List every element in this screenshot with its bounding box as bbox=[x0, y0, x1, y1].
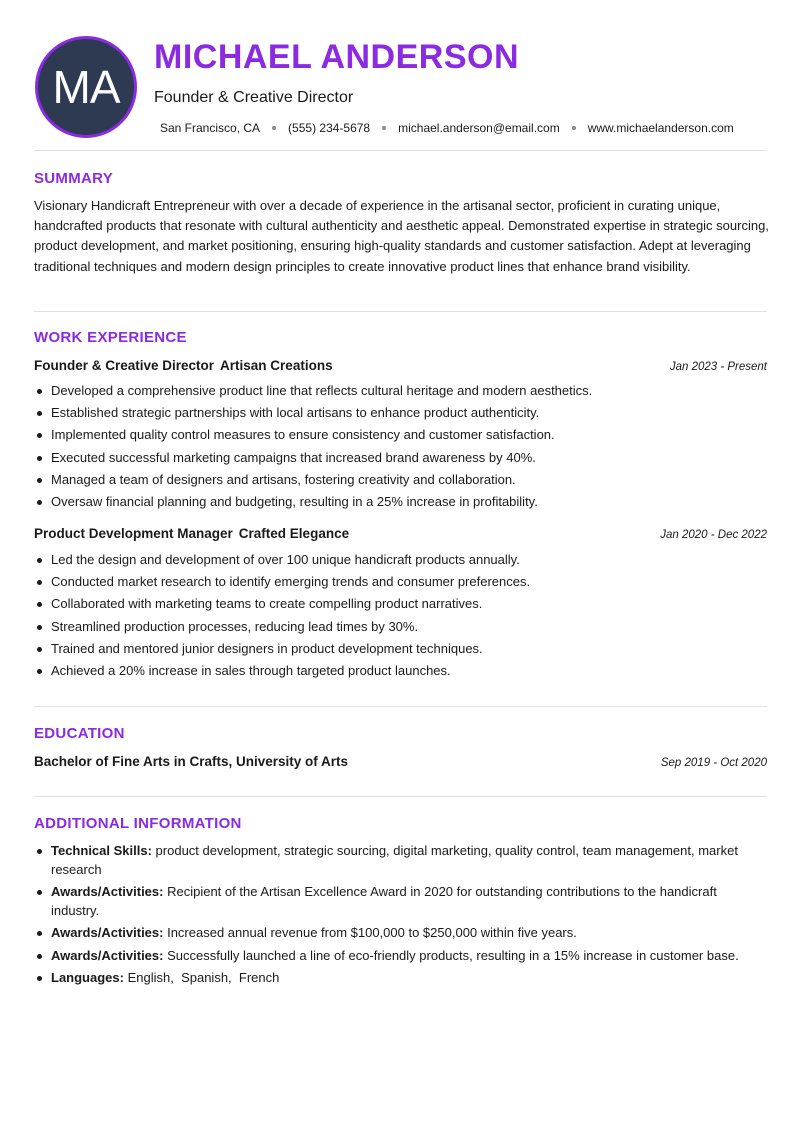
avatar-initials: MA bbox=[52, 61, 120, 113]
contact-line bbox=[160, 121, 734, 135]
list-item: Collaborated with marketing teams to create compelling product narratives. bbox=[34, 593, 767, 615]
list-item: Executed successful marketing campaigns that increased brand awareness by 40%. bbox=[34, 447, 767, 469]
education-date: Sep 2019 - Oct 2020 bbox=[660, 757, 767, 769]
job-header bbox=[34, 358, 767, 373]
list-item: Achieved a 20% increase in sales through targeted product launches. bbox=[34, 660, 767, 682]
job-role: Founder & Creative Director bbox=[34, 358, 215, 373]
job-title-company bbox=[34, 358, 333, 373]
contact-email[interactable]: michael.anderson@email.com bbox=[398, 121, 560, 135]
contact-location: San Francisco, CA bbox=[160, 121, 261, 135]
job-header bbox=[34, 526, 767, 541]
info-value: English, Spanish, French bbox=[127, 970, 280, 985]
list-item bbox=[34, 924, 767, 943]
contact-website[interactable]: www.michaelanderson.com bbox=[587, 121, 734, 135]
section-divider bbox=[34, 150, 767, 151]
separator-dot bbox=[272, 126, 276, 130]
list-item: Trained and mentored junior designers in product development techniques. bbox=[34, 638, 767, 660]
job-bullets bbox=[34, 380, 767, 513]
education-entry bbox=[34, 754, 767, 769]
job-title-company bbox=[34, 526, 349, 541]
list-item: Developed a comprehensive product line that reflects cultural heritage and modern aesthetics. bbox=[34, 380, 767, 402]
experience-heading: WORK EXPERIENCE bbox=[34, 329, 187, 346]
section-divider bbox=[34, 796, 767, 797]
job-bullets bbox=[34, 549, 767, 682]
list-item: Managed a team of designers and artisans, fostering creativity and collaboration. bbox=[34, 469, 767, 491]
list-item bbox=[34, 969, 767, 988]
additional-heading: ADDITIONAL INFORMATION bbox=[34, 815, 242, 832]
candidate-name: MICHAEL ANDERSON bbox=[154, 38, 520, 76]
info-key: Technical Skills: bbox=[51, 843, 152, 858]
list-item bbox=[34, 883, 767, 920]
job-company: Crafted Elegance bbox=[238, 526, 350, 541]
additional-list bbox=[34, 842, 767, 992]
list-item: Established strategic partnerships with local artisans to enhance product authenticity. bbox=[34, 402, 767, 424]
separator-dot bbox=[572, 126, 576, 130]
info-key: Awards/Activities: bbox=[51, 947, 164, 963]
info-value: Increased annual revenue from $100,000 to $250,000 within five years. bbox=[167, 925, 577, 940]
info-value: product development, strategic sourcing, digital marketing, quality control, team management, market research bbox=[51, 843, 738, 877]
info-value: Successfully launched a line of eco-friendly products, resulting in a 15% increase in customer base. bbox=[167, 947, 739, 963]
list-item: Led the design and development of over 100 unique handicraft products annually. bbox=[34, 549, 767, 571]
job-date: Jan 2023 - Present bbox=[669, 361, 767, 373]
section-divider bbox=[34, 311, 767, 312]
summary-heading: SUMMARY bbox=[34, 170, 114, 187]
summary-text: Visionary Handicraft Entrepreneur with over a decade of experience in the artisanal sector, proficient in curating unique, handcrafted products that resonate with cultural authenticity and aesthetic appeal. Demonstrated expertise in strategic sourcing, product development, and market positioning, ensuring high-quality standards and customer satisfaction. Adept at leveraging traditional techniques and modern design principles to create innovative product lines that enhance brand visibility. bbox=[34, 198, 769, 274]
job-company: Artisan Creations bbox=[220, 358, 333, 373]
info-key: Languages: bbox=[51, 970, 124, 985]
education-heading: EDUCATION bbox=[34, 725, 125, 742]
info-value: Recipient of the Artisan Excellence Award in 2020 for outstanding contributions to the handicraft industry. bbox=[51, 884, 717, 918]
list-item: Oversaw financial planning and budgeting, resulting in a 25% increase in profitability. bbox=[34, 491, 767, 513]
education-degree: Bachelor of Fine Arts in Crafts, University of Arts bbox=[34, 754, 349, 769]
contact-phone[interactable]: (555) 234-5678 bbox=[288, 121, 371, 135]
section-divider bbox=[34, 706, 767, 707]
separator-dot bbox=[382, 126, 386, 130]
avatar bbox=[35, 36, 137, 138]
list-item bbox=[34, 842, 767, 879]
list-item: Streamlined production processes, reducing lead times by 30%. bbox=[34, 616, 767, 638]
info-key: Awards/Activities: bbox=[51, 925, 164, 940]
job-role: Product Development Manager bbox=[34, 526, 233, 541]
list-item: Implemented quality control measures to ensure consistency and customer satisfaction. bbox=[34, 424, 767, 446]
list-item: Conducted market research to identify emerging trends and consumer preferences. bbox=[34, 571, 767, 593]
info-key: Awards/Activities: bbox=[51, 884, 164, 899]
job-date: Jan 2020 - Dec 2022 bbox=[660, 529, 767, 541]
list-item bbox=[34, 947, 767, 966]
candidate-title: Founder & Creative Director bbox=[154, 89, 354, 106]
